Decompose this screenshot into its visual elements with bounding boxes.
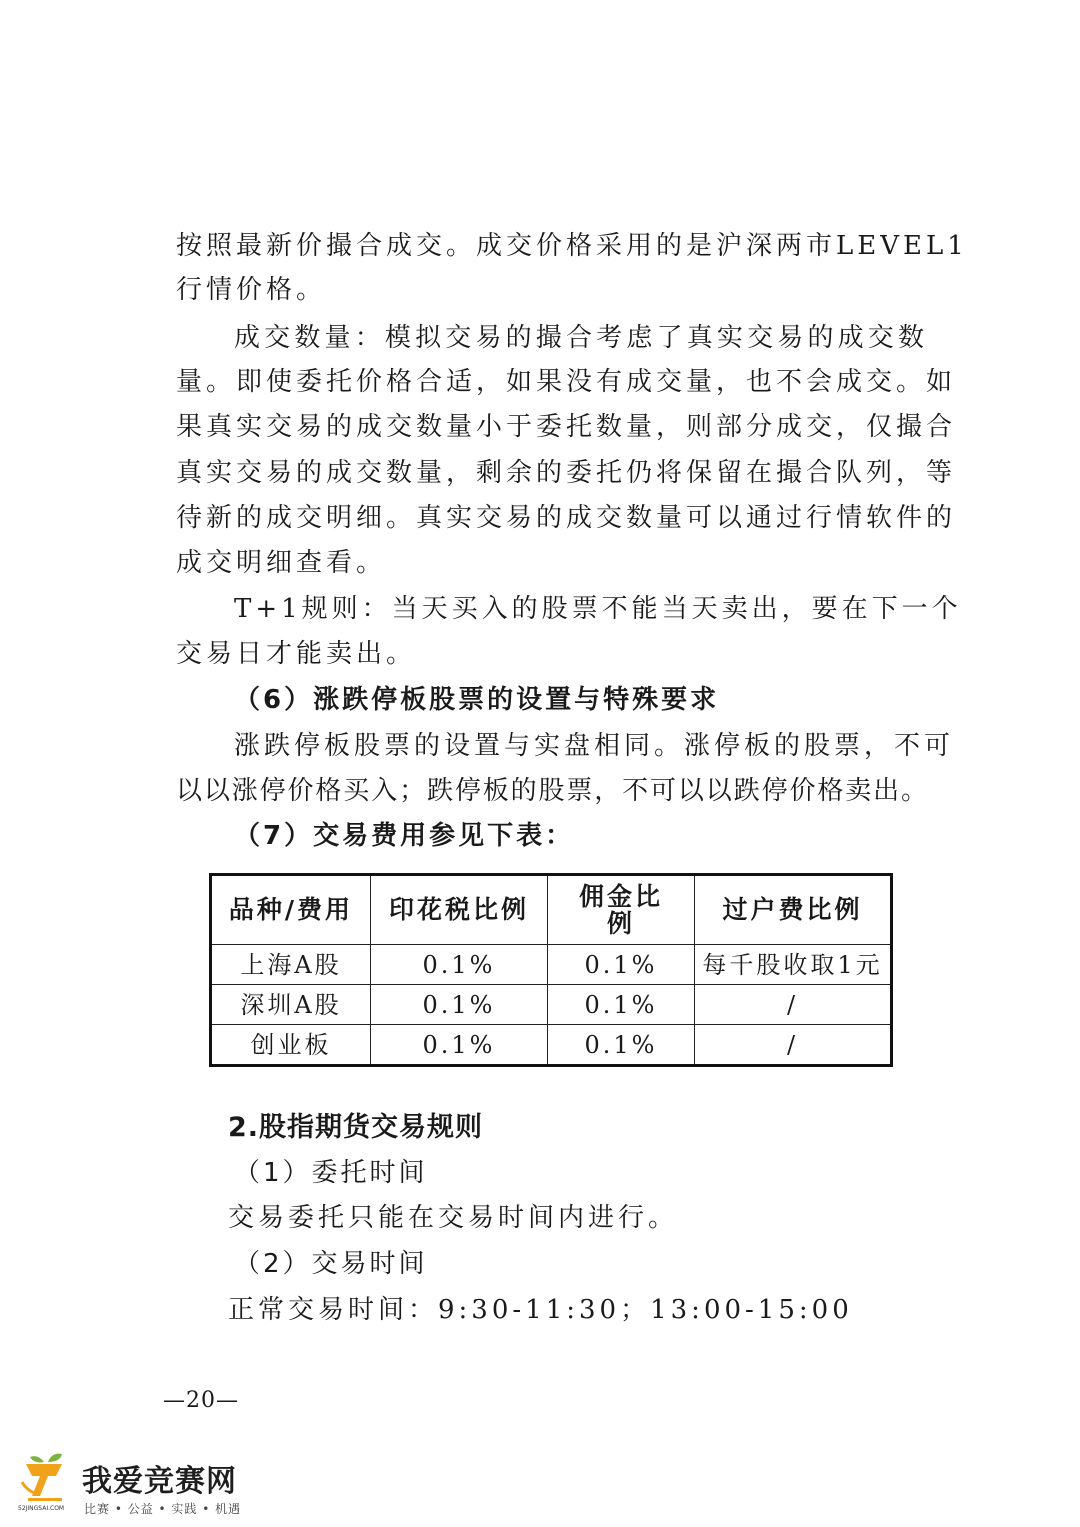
watermark-logo (18, 1452, 258, 1522)
table-cell: 0.1% (371, 1025, 548, 1066)
table-header-cell: 佣金比例 (548, 875, 695, 945)
paragraph-line: 行情价格。 (176, 275, 327, 305)
subheading-1: （1）委托时间 (234, 1158, 428, 1188)
table-header-row (211, 875, 892, 945)
table-row (211, 945, 892, 985)
table-header-cell: 印花税比例 (371, 875, 548, 945)
paragraph-line: 待新的成交明细。真实交易的成交数量可以通过行情软件的 (176, 503, 957, 533)
subheading-2: （2）交易时间 (234, 1249, 428, 1279)
table-cell: 上海A股 (211, 945, 371, 985)
table-cell: 创业板 (211, 1025, 371, 1066)
table-row (211, 985, 892, 1025)
table-cell: 0.1% (371, 945, 548, 985)
paragraph-line: 真实交易的成交数量，剩余的委托仍将保留在撮合队列，等 (176, 458, 957, 488)
paragraph-line: 涨跌停板股票的设置与实盘相同。涨停板的股票，不可 (234, 731, 955, 761)
paragraph-line: 量。即使委托价格合适，如果没有成交量，也不会成交。如 (176, 367, 957, 397)
fee-table (209, 873, 893, 1067)
paragraph-line: 正常交易时间：9:30-11:30；13:00-15:00 (228, 1295, 853, 1325)
paragraph-line: 成交明细查看。 (176, 548, 387, 578)
watermark-domain: 52JINGSAI.COM (18, 1505, 65, 1512)
table-cell: 0.1% (548, 1025, 695, 1066)
paragraph-line: 果真实交易的成交数量小于委托数量，则部分成交，仅撮合 (176, 412, 957, 442)
subheading-6: （6）涨跌停板股票的设置与特殊要求 (234, 685, 720, 715)
table-cell: 每千股收取1元 (695, 945, 892, 985)
table-cell: 0.1% (548, 945, 695, 985)
paragraph-line: 交易委托只能在交易时间内进行。 (228, 1203, 679, 1233)
paragraph-line: T+1规则：当天买入的股票不能当天卖出，要在下一个 (234, 594, 962, 624)
paragraph-line: 成交数量：模拟交易的撮合考虑了真实交易的成交数 (234, 323, 928, 353)
table-cell: 0.1% (548, 985, 695, 1025)
page-number: —20— (163, 1388, 239, 1413)
paragraph-line: 以以涨停价格买入；跌停板的股票，不可以以跌停价格卖出。 (176, 776, 928, 806)
watermark-tagline: 比赛 • 公益 • 实践 • 机遇 (84, 1502, 242, 1516)
table-cell: / (695, 1025, 892, 1066)
section-title: 2.股指期货交易规则 (228, 1112, 484, 1143)
paragraph-line: 交易日才能卖出。 (176, 639, 417, 669)
table-row (211, 1025, 892, 1066)
table-header-cell: 过户费比例 (695, 875, 892, 945)
subheading-7: （7）交易费用参见下表： (234, 821, 575, 851)
table-cell: 0.1% (371, 985, 548, 1025)
table-cell: / (695, 985, 892, 1025)
table-cell: 深圳A股 (211, 985, 371, 1025)
table-header-cell: 品种/费用 (211, 875, 371, 945)
trophy-icon (18, 1452, 78, 1504)
paragraph-line: 按照最新价撮合成交。成交价格采用的是沪深两市LEVEL1 (176, 231, 968, 261)
watermark-name: 我爱竞赛网 (82, 1464, 237, 1499)
